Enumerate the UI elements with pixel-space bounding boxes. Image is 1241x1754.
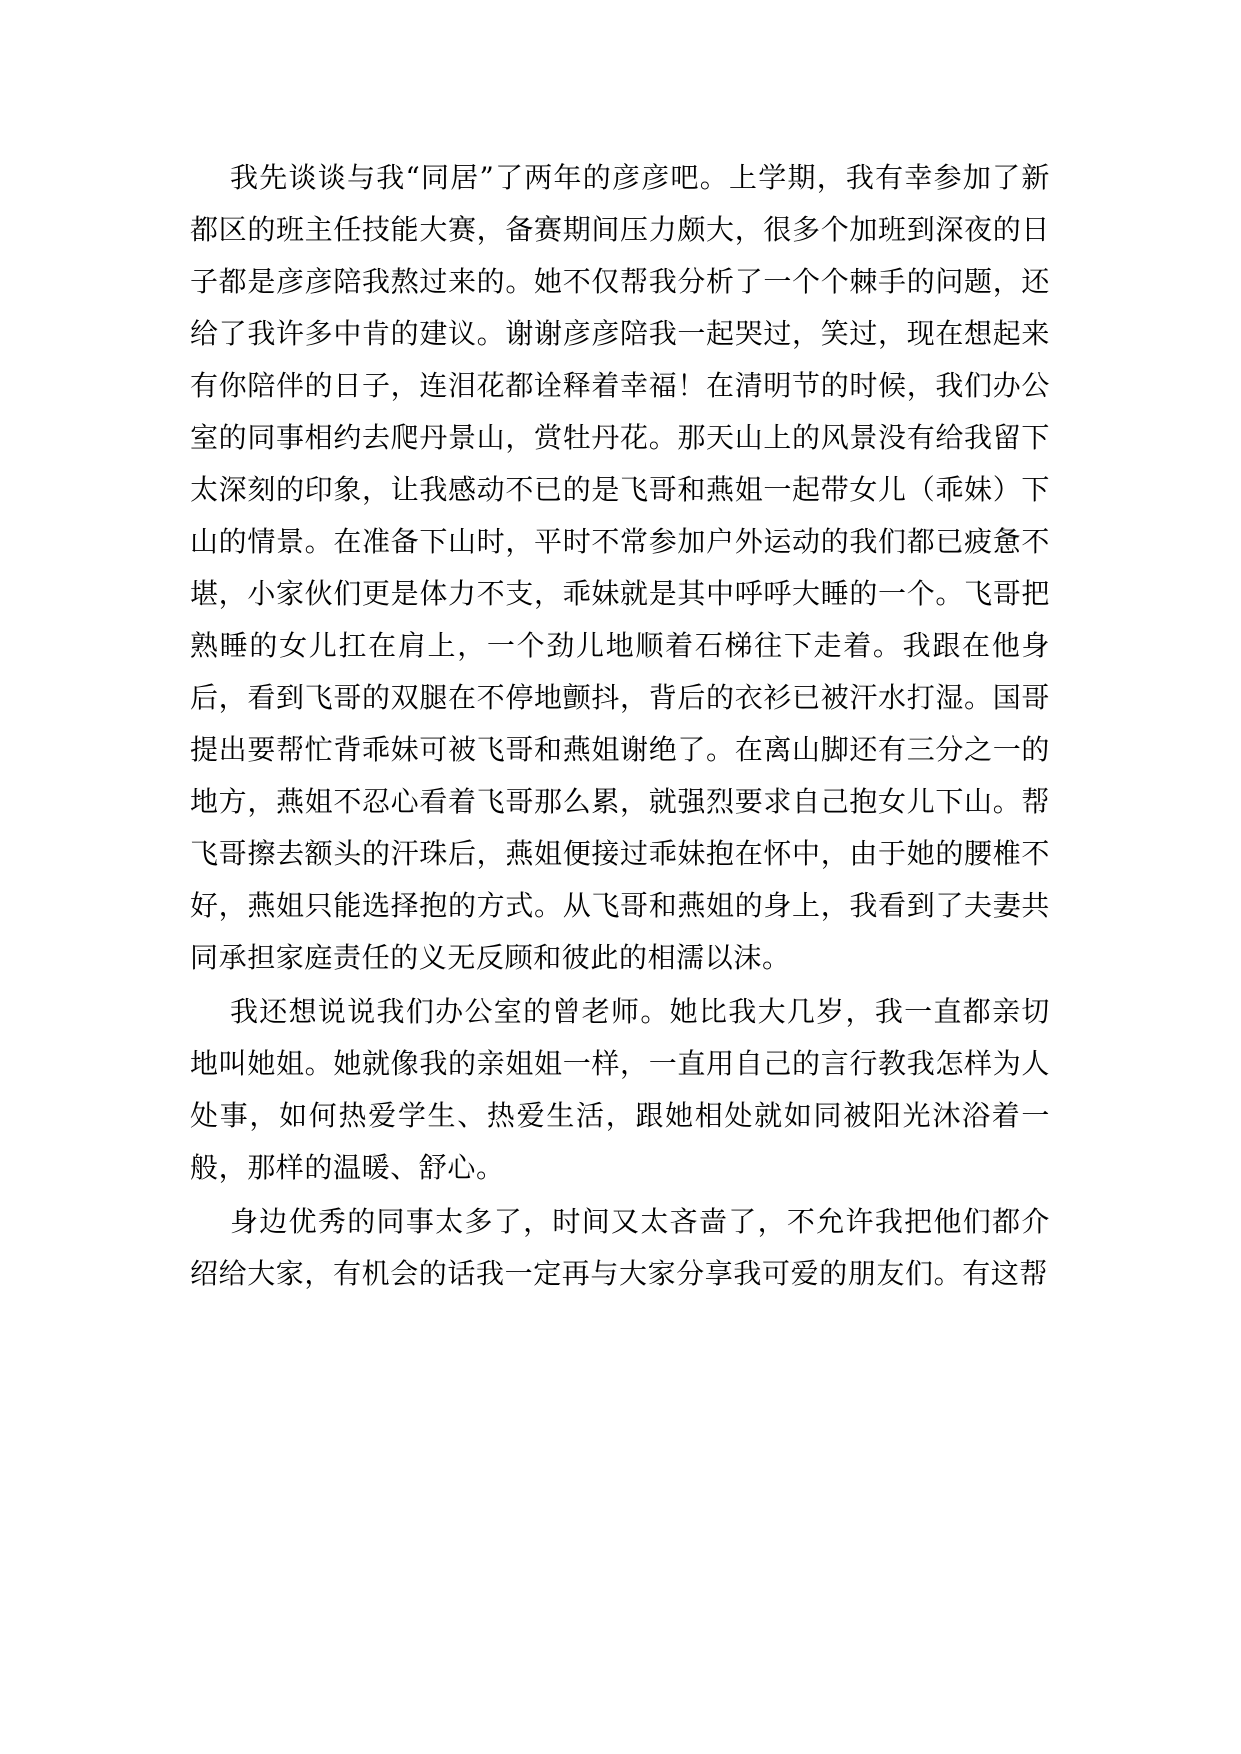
paragraph-1: 我先谈谈与我“同居”了两年的彦彦吧。上学期，我有幸参加了新都区的班主任技能大赛，备赛期间压力颇大，很多个加班到深夜的日子都是彦彦陪我熬过来的。她不仅帮我分析了一个个棘手的问题，还给了我许多中肯的建议。谢谢彦彦陪我一起哭过，笑过，现在想起来有你陪伴的日子，连泪花都诠释着幸福！在清明节的时候，我们办公室的同事相约去爬丹景山，赏牡丹花。那天山上的风景没有给我留下太深刻的印象，让我感动不已的是飞哥和燕姐一起带女儿（乖妹）下山的情景。在准备下山时，平时不常参加户外运动的我们都已疲惫不堪，小家伙们更是体力不支，乖妹就是其中呼呼大睡的一个。飞哥把熟睡的女儿扛在肩上，一个劲儿地顺着石梯往下走着。我跟在他身后，看到飞哥的双腿在不停地颤抖，背后的衣衫已被汗水打湿。国哥提出要帮忙背乖妹可被飞哥和燕姐谢绝了。在离山脚还有三分之一的地方，燕姐不忍心看着飞哥那么累，就强烈要求自己抱女儿下山。帮飞哥擦去额头的汗珠后，燕姐便接过乖妹抱在怀中，由于她的腰椎不好，燕姐只能选择抱的方式。从飞哥和燕姐的身上，我看到了夫妻共同承担家庭责任的义无反顾和彼此的相濡以沫。: [190, 161, 1050, 974]
document-body: [190, 152, 1050, 1302]
paragraph-2: 我还想说说我们办公室的曾老师。她比我大几岁，我一直都亲切地叫她姐。她就像我的亲姐姐一样，一直用自己的言行教我怎样为人处事，如何热爱学生、热爱生活，跟她相处就如同被阳光沐浴着一般，那样的温暖、舒心。: [190, 995, 1050, 1184]
paragraph-3: 身边优秀的同事太多了，时间又太吝啬了，不允许我把他们都介绍给大家，有机会的话我一定再与大家分享我可爱的朋友们。有这帮: [190, 1205, 1050, 1290]
